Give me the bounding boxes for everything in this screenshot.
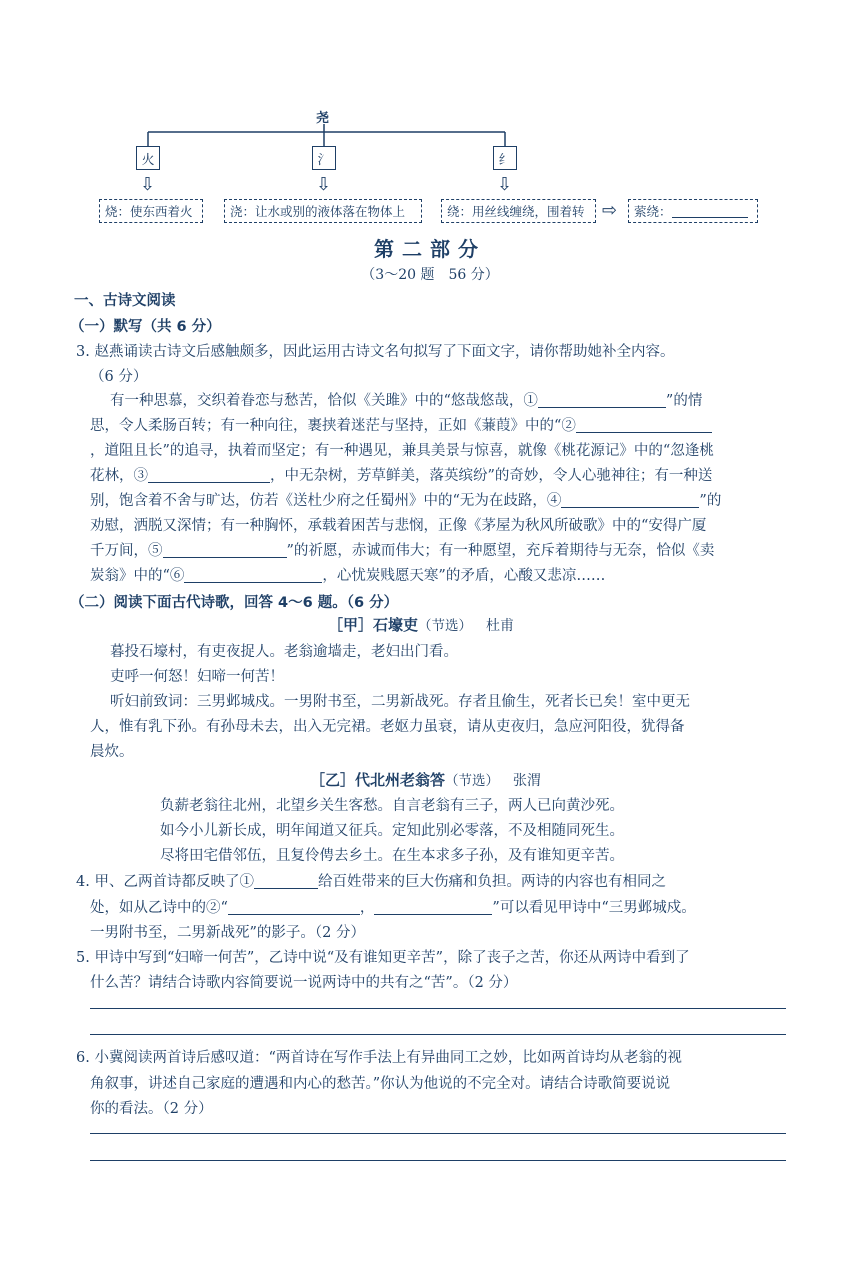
text: ，心忧炭贱愿天寒”的矛盾，心酸又悲凉…… <box>322 568 606 584</box>
radical-silk: 纟 <box>493 146 517 170</box>
text: 给百姓带来的巨大伤痛和负担。两诗的内容也有相同之 <box>317 874 666 890</box>
poem-title-text: ［甲］石壕吏 <box>328 616 419 634</box>
poem-line: 听妇前致词：三男邺城戍。一男附书至，二男新战死。存者且偷生，死者长已矣！室中更无 <box>110 694 690 710</box>
passage-line <box>90 489 721 514</box>
radical-water: 氵 <box>312 146 336 170</box>
text: 4. 甲、乙两首诗都反映了① <box>76 874 254 890</box>
question-3-line1: 3. 赵燕诵读古诗文后感触颇多，因此运用古诗文名句拟写了下面文字，请你帮助她补全内容。 <box>76 344 675 360</box>
text: 有一种思慕，交织着眷恋与愁苦，恰似《关雎》中的“悠哉悠哉，① <box>110 393 538 409</box>
answer-blank-5[interactable] <box>163 541 287 558</box>
text: ”可以看见甲诗中“三男邺城戍。 <box>492 900 696 916</box>
text: 处，如从乙诗中的②“ <box>90 900 228 916</box>
poem-title <box>310 769 541 790</box>
answer-blank-6[interactable] <box>184 566 322 583</box>
page-subtitle: （3～20 题 56 分） <box>361 267 499 283</box>
text: 思，令人柔肠百转；有一种向往，裹挟着迷茫与坚持，正如《蒹葭》中的“② <box>90 418 576 434</box>
question-4-line1 <box>76 869 666 895</box>
arrow-right-icon: ⇨ <box>602 200 618 221</box>
answer-blank-q4-1[interactable] <box>254 872 318 889</box>
def-box-shao: 烧：使东西着火 <box>99 199 203 223</box>
radical-fire: 火 <box>136 146 160 170</box>
poem-line: 暮投石壕村，有吏夜捉人。老翁逾墙走，老妇出门看。 <box>110 644 458 660</box>
answer-line[interactable] <box>90 1133 786 1134</box>
passage-line <box>90 564 605 589</box>
poem-line: 吏呼一何怒！妇啼一何苦！ <box>110 669 284 685</box>
text: ， <box>359 900 375 916</box>
poem-note: （节选） <box>418 618 473 634</box>
passage-line: 劝慰，洒脱又深情；有一种胸怀，承载着困苦与悲悯，正像《茅屋为秋风所破歌》中的“安得广厦 <box>90 518 707 534</box>
text: ”的情 <box>665 393 703 409</box>
answer-blank-q4-2b[interactable] <box>374 898 492 915</box>
question-6-line3: 你的看法。（2 分） <box>90 1101 213 1117</box>
poem-line: 晨炊。 <box>90 744 134 760</box>
question-6-line2: 角叙事，讲述自己家庭的遭遇和内心的愁苦。”你认为他说的不完全对。请结合诗歌简要说说 <box>90 1076 671 1092</box>
text: 千万间，⑤ <box>90 543 163 559</box>
question-4-line3: 一男附书至，二男新战死”的影子。（2 分） <box>90 925 365 941</box>
question-3-line2: （6 分） <box>90 369 148 385</box>
text: ”的祈愿，赤诚而伟大；有一种愿望，充斥着期待与无奈，恰似《卖 <box>286 543 715 559</box>
subsection-heading: （二）阅读下面古代诗歌，回答 4～6 题。（6 分） <box>70 595 399 611</box>
text: 花林，③ <box>90 468 148 484</box>
passage-line <box>110 389 702 414</box>
section-heading: 一、古诗文阅读 <box>74 293 176 309</box>
text: ”的 <box>699 493 722 509</box>
poem-author: 杜甫 <box>486 618 515 634</box>
answer-line[interactable] <box>90 1008 786 1009</box>
poem-title-text: ［乙］代北州老翁答 <box>310 771 446 789</box>
arrow-down-icon: ⇩ <box>140 174 156 195</box>
poem-line: 尽将田宅借邻伍，且复伶俜去乡土。在生本求多子孙，及有谁知更辛苦。 <box>160 848 624 864</box>
poem-title <box>328 614 514 635</box>
answer-blank-2[interactable] <box>576 416 712 433</box>
diagram-top-char: 尧 <box>316 111 330 126</box>
question-4-line2 <box>90 895 696 921</box>
passage-line <box>90 539 714 564</box>
page-title: 第二部分 <box>374 237 486 261</box>
passage-line <box>90 464 712 489</box>
diagram-connectors <box>0 0 860 200</box>
text: 炭翁》中的“⑥ <box>90 568 185 584</box>
answer-blank-3[interactable] <box>148 466 270 483</box>
answer-blank-4[interactable] <box>561 491 699 508</box>
def-label: 萦绕： <box>634 204 672 219</box>
def-box-rao: 绕：用丝线缠绕，围着转 <box>441 199 596 223</box>
answer-line[interactable] <box>90 1160 786 1161</box>
text: 别，饱含着不舍与旷达，仿若《送杜少府之任蜀州》中的“无为在歧路，④ <box>90 493 562 509</box>
answer-blank[interactable] <box>672 205 748 218</box>
def-box-jiao: 浇：让水或别的液体落在物体上 <box>224 199 422 223</box>
question-5-line2: 什么苦？请结合诗歌内容简要说一说两诗中的共有之“苦”。（2 分） <box>90 975 518 991</box>
passage-line <box>90 414 712 439</box>
question-5-line1: 5. 甲诗中写到“妇啼一何苦”，乙诗中说“及有谁知更辛苦”，除了丧子之苦，你还从两诗中看到了 <box>76 950 690 966</box>
answer-blank-q4-2a[interactable] <box>228 898 360 915</box>
question-6-line1: 6. 小冀阅读两首诗后感叹道：“两首诗在写作手法上有异曲同工之妙，比如两首诗均从老翁的视 <box>76 1050 682 1066</box>
poem-line: 如今小儿新长成，明年闻道又征兵。定知此别必零落，不及相随同死生。 <box>160 823 624 839</box>
poem-author: 张渭 <box>513 773 542 789</box>
answer-line[interactable] <box>90 1034 786 1035</box>
passage-line: ，道阻且长”的追寻，执着而坚定；有一种遇见，兼具美景与惊喜，就像《桃花源记》中的“忽逢桃 <box>90 443 714 459</box>
text: ，中无杂树，芳草鲜美，落英缤纷”的奇妙，令人心驰神往；有一种送 <box>270 468 713 484</box>
arrow-down-icon: ⇩ <box>316 174 332 195</box>
poem-note: （节选） <box>445 773 500 789</box>
def-box-yingrao <box>628 199 758 223</box>
subsection-heading: （一）默写（共 6 分） <box>70 319 221 335</box>
poem-line: 负薪老翁往北州，北望乡关生客愁。自言老翁有三子，两人已向黄沙死。 <box>160 798 624 814</box>
poem-line: 人，惟有乳下孙。有孙母未去，出入无完裙。老妪力虽衰，请从吏夜归，急应河阳役，犹得备 <box>90 719 685 735</box>
answer-blank-1[interactable] <box>538 391 666 408</box>
arrow-down-icon: ⇩ <box>497 174 513 195</box>
